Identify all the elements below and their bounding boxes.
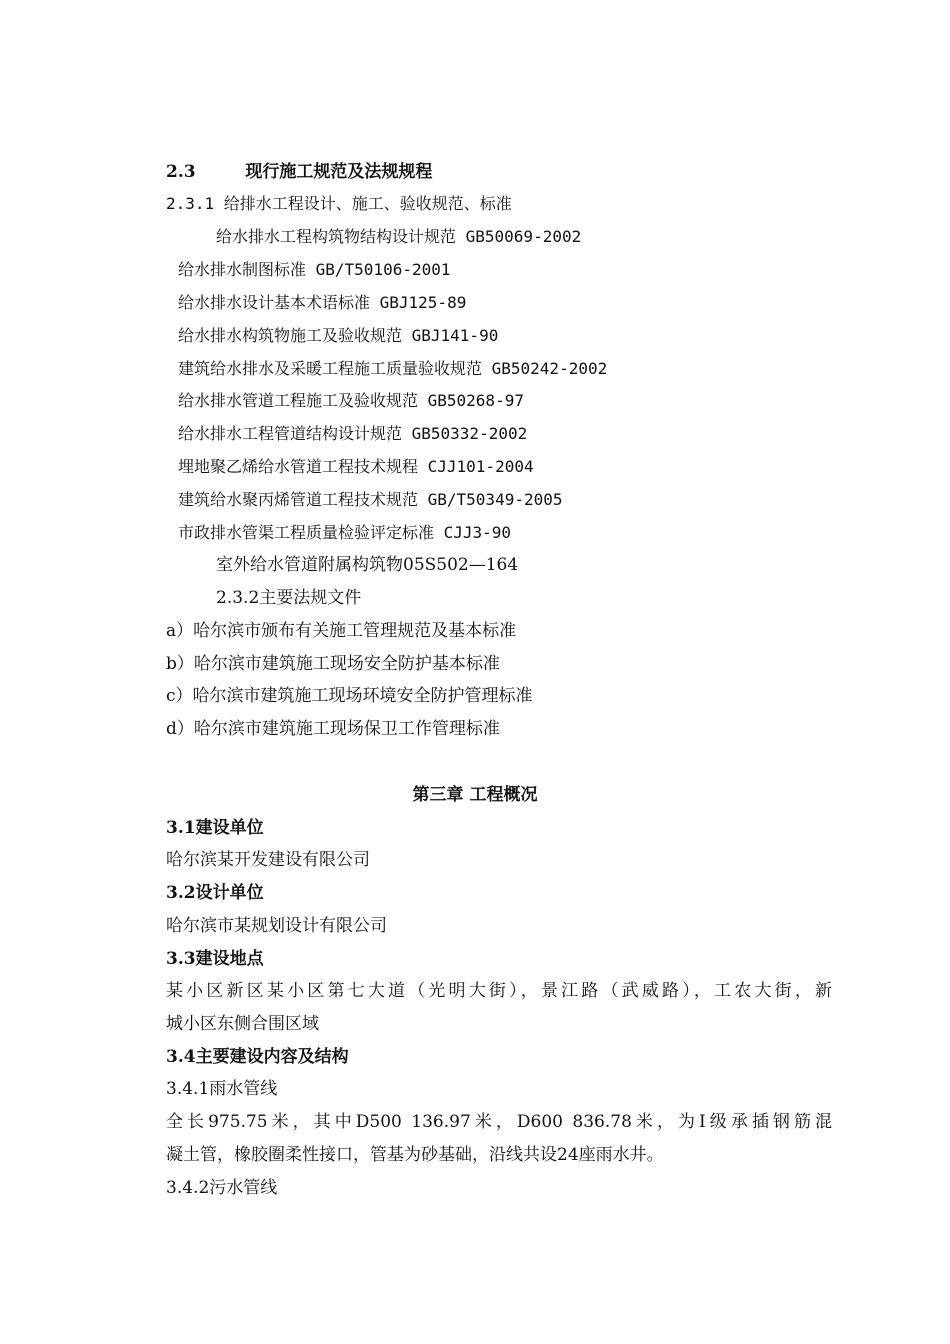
section-heading-3-2: 3.2设计单位 [166, 883, 264, 903]
regulation-item: a）哈尔滨市颁布有关施工管理规范及基本标准 [166, 621, 517, 641]
body-text: 哈尔滨市某规划设计有限公司 [166, 916, 387, 936]
subsection-heading-2-3-1: 2.3.1 给排水工程设计、施工、验收规范、标准 [166, 194, 512, 213]
standard-item: 给水排水管道工程施工及验收规范 GB50268-97 [178, 391, 524, 410]
body-text: 哈尔滨某开发建设有限公司 [166, 850, 370, 870]
standard-item: 给水排水工程管道结构设计规范 GB50332-2002 [178, 424, 528, 443]
body-text: 凝土管，橡胶圈柔性接口，管基为砂基础，沿线共设24座雨水井。 [166, 1145, 664, 1165]
body-text: 某小区新区某小区第七大道（光明大街），景江路（武威路），工农大街，新 [166, 981, 832, 1001]
standard-item: 市政排水管渠工程质量检验评定标准 CJJ3-90 [178, 523, 512, 542]
subsection-heading-3-4-1: 3.4.1雨水管线 [166, 1079, 278, 1099]
section-heading-2-3 [166, 161, 432, 183]
subsection-heading-2-3-2: 2.3.2主要法规文件 [216, 588, 362, 608]
standard-item: 给水排水制图标准 GB/T50106-2001 [178, 260, 451, 279]
standard-item: 室外给水管道附属构筑物05S502—164 [216, 555, 519, 575]
body-text: 全长975.75米，其中D500 136.97米，D600 836.78米，为Ⅰ级承插钢筋混 [166, 1112, 832, 1132]
regulation-item: d）哈尔滨市建筑施工现场保卫工作管理标准 [166, 719, 500, 739]
standard-item: 埋地聚乙烯给水管道工程技术规程 CJJ101-2004 [178, 457, 534, 476]
standard-item: 建筑给水排水及采暖工程施工质量验收规范 GB50242-2002 [178, 359, 608, 378]
section-heading-3-1: 3.1建设单位 [166, 818, 264, 838]
standard-item: 给水排水设计基本术语标准 GBJ125-89 [178, 293, 467, 312]
regulation-item: b）哈尔滨市建筑施工现场安全防护基本标准 [166, 654, 500, 674]
section-heading-3-4: 3.4主要建设内容及结构 [166, 1047, 349, 1067]
body-text: 城小区东侧合围区域 [166, 1014, 319, 1034]
section-number: 2.3 [166, 162, 196, 182]
chapter-title: 第三章 工程概况 [412, 785, 538, 805]
standard-item: 给水排水构筑物施工及验收规范 GBJ141-90 [178, 326, 499, 345]
section-heading-3-3: 3.3建设地点 [166, 949, 264, 969]
subsection-heading-3-4-2: 3.4.2污水管线 [166, 1178, 278, 1198]
section-title: 现行施工规范及法规规程 [245, 162, 433, 182]
standard-item: 建筑给水聚丙烯管道工程技术规范 GB/T50349-2005 [178, 490, 563, 509]
regulation-item: c）哈尔滨市建筑施工现场环境安全防护管理标准 [166, 686, 533, 706]
standard-item: 给水排水工程构筑物结构设计规范 GB50069-2002 [216, 227, 582, 246]
